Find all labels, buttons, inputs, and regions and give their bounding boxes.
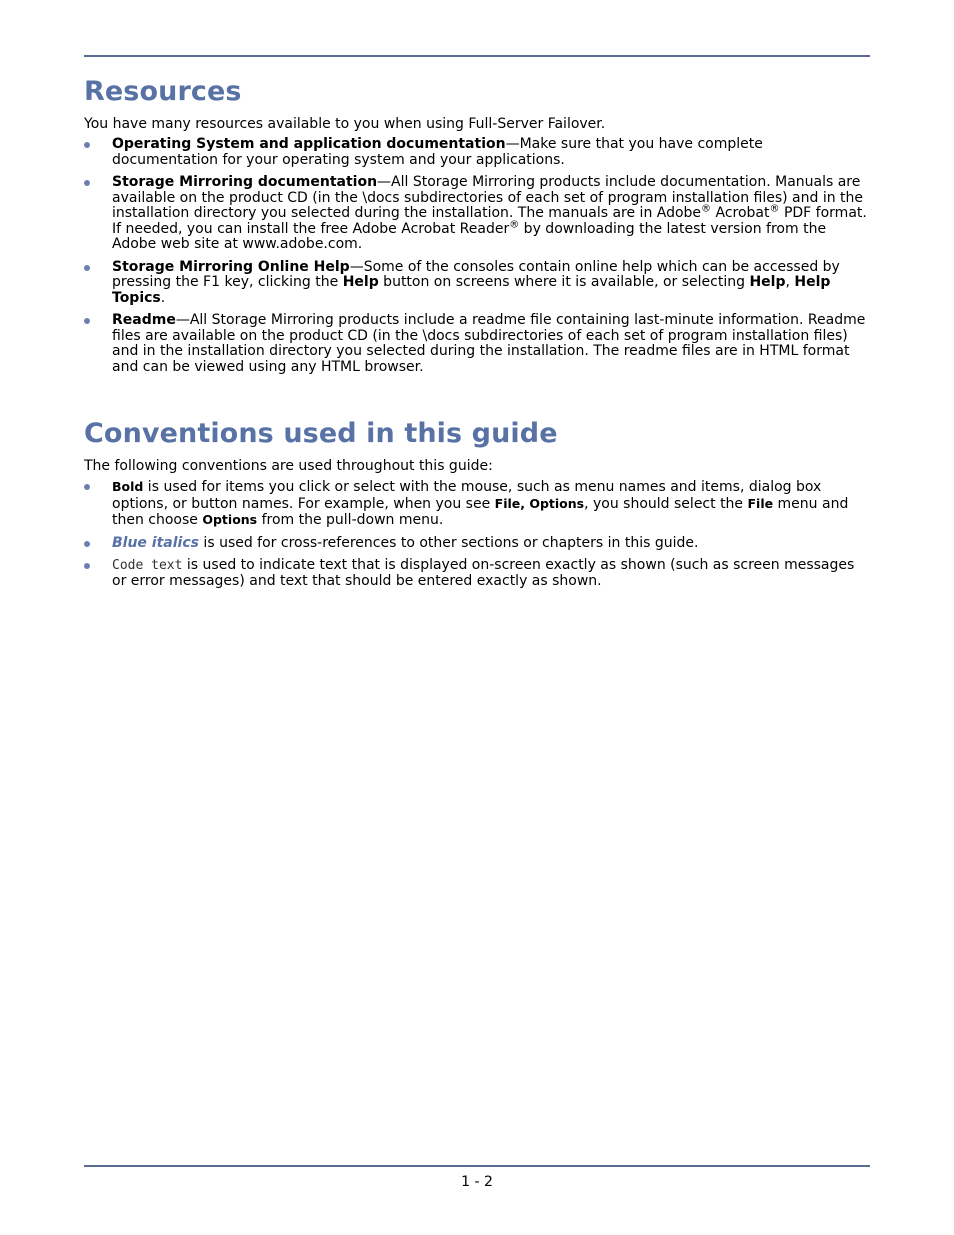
section-conventions bbox=[84, 414, 870, 589]
registered-mark: ® bbox=[509, 218, 520, 230]
page-number: 1 - 2 bbox=[461, 1174, 493, 1190]
list-item bbox=[84, 558, 870, 589]
list-item bbox=[84, 313, 870, 375]
ui-term: Help bbox=[342, 274, 379, 290]
item-text: , you should select the bbox=[584, 495, 748, 512]
resources-heading: Resources bbox=[84, 76, 242, 107]
list-item bbox=[84, 137, 870, 168]
item-term: Readme bbox=[112, 312, 176, 328]
registered-mark: ® bbox=[701, 203, 712, 215]
ui-term: Options bbox=[202, 512, 258, 527]
item-text: —Make sure that you have complete documentation for your operating system and your applications. bbox=[112, 136, 763, 168]
item-term: Storage Mirroring documentation bbox=[112, 174, 378, 190]
item-text: —All Storage Mirroring products include documentation. Manuals are available on the product CD (in the \docs subdirectories of each set of program installation files) and in the installation directory you selected during the installation. The manuals are in Adobe bbox=[112, 174, 864, 221]
item-text: . bbox=[160, 289, 166, 306]
cross-reference-sample: Blue italics bbox=[112, 534, 199, 551]
bullet-icon bbox=[84, 180, 90, 186]
section-resources bbox=[84, 72, 870, 375]
ui-term: Help Topics bbox=[112, 274, 831, 306]
footer-rule bbox=[84, 1165, 870, 1167]
conventions-intro: The following conventions are used throughout this guide: bbox=[84, 458, 493, 474]
ui-term: Help bbox=[749, 274, 786, 290]
conventions-heading: Conventions used in this guide bbox=[84, 418, 558, 449]
item-text: by downloading the latest version from the Adobe web site at www.adobe.com. bbox=[112, 220, 827, 252]
item-text: is used for cross-references to other sections or chapters in this guide. bbox=[198, 534, 699, 551]
item-term: Bold bbox=[112, 479, 144, 494]
list-item bbox=[84, 260, 870, 307]
list-item bbox=[84, 479, 870, 529]
ui-term: File bbox=[747, 495, 774, 511]
item-text: is used for items you click or select with the mouse, such as menu names and items, dialog box options, or button names. For example, when you see bbox=[112, 479, 822, 512]
resources-intro: You have many resources available to you when using Full-Server Failover. bbox=[84, 116, 606, 132]
bullet-icon bbox=[84, 563, 90, 569]
item-term: Storage Mirroring Online Help bbox=[112, 258, 350, 275]
bullet-icon bbox=[84, 265, 90, 271]
item-term: Operating System and application documentation bbox=[112, 136, 506, 152]
item-text: Acrobat bbox=[711, 205, 770, 221]
item-text: is used to indicate text that is displayed on-screen exactly as shown (such as screen messages or error messages) and text that should be entered exactly as shown. bbox=[112, 557, 855, 589]
item-text: menu and then choose bbox=[112, 495, 849, 528]
item-text: from the pull-down menu. bbox=[257, 512, 444, 528]
bullet-icon bbox=[84, 318, 90, 324]
resources-list bbox=[84, 137, 870, 375]
item-text: —All Storage Mirroring products include a readme file containing last-minute information. Readme files are available on the product CD (in the \docs subdirectories of each set of program installation files) and in the installation directory you selected during the installation. The readme files are in HTML format and can be viewed using any HTML browser. bbox=[112, 312, 866, 375]
ui-term: File, Options bbox=[494, 495, 585, 511]
list-item bbox=[84, 536, 870, 552]
list-item bbox=[84, 175, 870, 253]
registered-mark: ® bbox=[769, 203, 780, 215]
bullet-icon bbox=[84, 484, 90, 490]
conventions-list bbox=[84, 479, 870, 589]
item-text: PDF format. If needed, you can install the free Adobe Acrobat Reader bbox=[112, 205, 867, 237]
bullet-icon bbox=[84, 142, 90, 148]
item-text: —Some of the consoles contain online help which can be accessed by pressing the F1 key, clicking the bbox=[112, 258, 840, 290]
header-rule bbox=[84, 55, 870, 57]
page-content bbox=[84, 72, 870, 596]
code-sample: Code text bbox=[112, 558, 183, 573]
item-text: , bbox=[785, 274, 795, 290]
bullet-icon bbox=[84, 541, 90, 547]
item-text: button on screens where it is available, or selecting bbox=[378, 274, 750, 290]
